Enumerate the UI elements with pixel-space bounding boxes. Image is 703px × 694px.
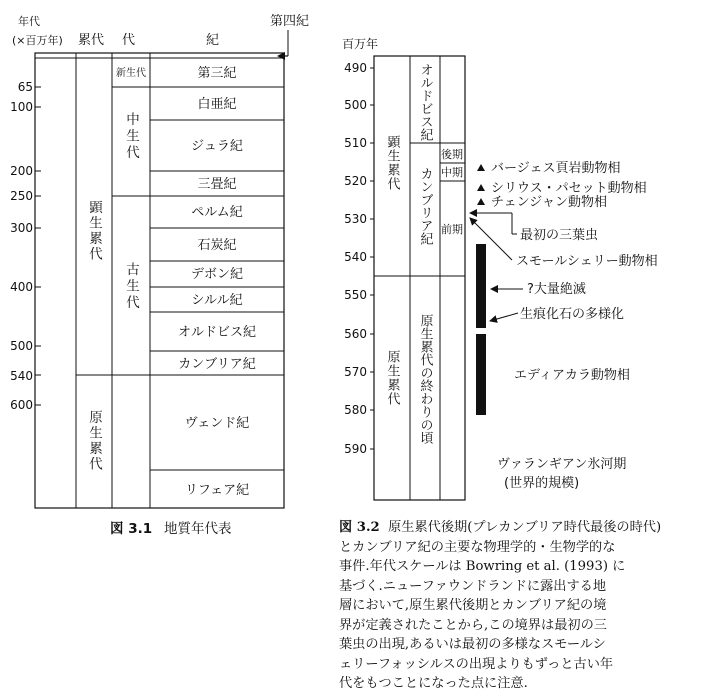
era-mesozoic: 中生代 xyxy=(123,112,139,162)
period-cambrian-2: カンブリア紀 xyxy=(417,167,433,245)
header-eon: 累代 xyxy=(78,33,105,48)
caption-line xyxy=(339,518,701,538)
tick-label: 540 xyxy=(10,369,33,383)
event-small-shelly: スモールシェリー動物相 xyxy=(516,254,658,269)
event-mass-extinction: ?大量絶滅 xyxy=(527,282,586,297)
header-period: 紀 xyxy=(206,33,220,48)
triangle-marker xyxy=(477,198,485,205)
caption-line: ェリーフォッシルスの出現よりもずっと古い年 xyxy=(339,656,614,672)
y-tick-label: 580 xyxy=(344,403,367,417)
header-era: 代 xyxy=(122,33,136,48)
event-ediacara: エディアカラ動物相 xyxy=(514,368,630,383)
caption-line: 代をもつことになった点に注意. xyxy=(339,676,528,691)
y-tick-label: 490 xyxy=(344,61,367,75)
y-tick-label: 560 xyxy=(344,327,367,341)
event-first-trilobite: 最初の三葉虫 xyxy=(520,228,599,243)
y-tick-label: 590 xyxy=(344,442,367,456)
period-cambrian: カンブリア紀 xyxy=(178,357,256,372)
tick-label: 65 xyxy=(17,80,33,94)
tick-label: 400 xyxy=(10,280,33,294)
y-tick-label: 520 xyxy=(344,174,367,188)
tick-label: 500 xyxy=(10,339,33,353)
arrow-trace-fossils xyxy=(490,313,518,321)
event-trace-fossils: 生痕化石の多様化 xyxy=(520,307,625,322)
glaciation-label: ヴァランギアン氷河期 xyxy=(497,457,627,472)
event-chengjiang: チェンジャン動物相 xyxy=(491,195,608,210)
tick-label: 300 xyxy=(10,221,33,235)
late-proterozoic-cambrian-diagram xyxy=(342,36,658,500)
period-vendian: ヴェンド紀 xyxy=(184,416,250,431)
period-devonian: デボン紀 xyxy=(190,267,244,282)
stage-late: 後期 xyxy=(441,148,463,161)
tick-label: 250 xyxy=(10,189,33,203)
caption-label: 図 3.1 xyxy=(110,521,153,537)
y-ticks xyxy=(370,68,374,449)
eon-phanerozoic-2: 顕生累代 xyxy=(384,135,400,191)
caption-line: 層において,原生累代後期とカンブリア紀の境 xyxy=(339,598,607,613)
glaciation-scope: (世界的規模) xyxy=(504,476,580,491)
caption-title: 地質年代表 xyxy=(164,521,232,537)
event-burgess: バージェス頁岩動物相 xyxy=(491,161,621,176)
caption-3-2-label: 図 3.2 xyxy=(339,520,380,535)
caption-line: 事件.年代スケールは Bowring et al. (1993) に xyxy=(339,559,626,574)
eon-proterozoic: 原生累代 xyxy=(86,410,102,472)
age-ticks xyxy=(35,87,41,405)
table-frame xyxy=(35,53,284,508)
header-year: 年代 xyxy=(18,15,40,28)
geologic-time-table xyxy=(10,14,309,537)
bar-small-shelly xyxy=(476,244,486,328)
period-ordovician: オルドビス紀 xyxy=(177,325,257,340)
caption-line: 界が定義されたことから,この境界は最初の三 xyxy=(339,617,607,633)
period-permian: ペルム紀 xyxy=(191,205,243,220)
y-tick-label: 510 xyxy=(344,136,367,150)
stage-early: 前期 xyxy=(441,223,463,236)
caption-line-text: 原生累代後期(プレカンブリア時代最後の時代) xyxy=(388,520,662,535)
era-paleozoic: 古生代 xyxy=(123,262,139,312)
event-sirius-passet: シリウス・パセット動物相 xyxy=(491,181,647,196)
eon-phanerozoic: 顕生累代 xyxy=(86,200,102,262)
y-tick-label: 570 xyxy=(344,365,367,379)
era-cenozoic: 新生代 xyxy=(116,68,146,79)
tick-label: 100 xyxy=(10,100,33,114)
period-cretaceous: 白亜紀 xyxy=(197,97,237,112)
caption-line: 基づく.ニューファウンドランドに露出する地 xyxy=(339,578,607,594)
y-tick-label: 530 xyxy=(344,212,367,226)
caption-line: 葉虫の出現,あるいは最初の多様なスモールシ xyxy=(339,637,606,652)
y-tick-label: 540 xyxy=(344,250,367,264)
header-year-unit: (×百万年) xyxy=(12,34,63,47)
triangle-marker xyxy=(477,164,485,171)
stage-middle: 中期 xyxy=(441,166,463,179)
period-riphean: リフェア紀 xyxy=(184,483,250,498)
caption-line: とカンブリア紀の主要な物理学的・生物学的な xyxy=(339,539,616,555)
triangle-marker xyxy=(477,184,485,191)
period-late-proterozoic: 原生累代の終わりの頃 xyxy=(417,314,433,444)
eon-proterozoic-2: 原生累代 xyxy=(384,350,400,406)
period-tertiary: 第三紀 xyxy=(197,66,237,81)
axis-title: 百万年 xyxy=(342,37,379,51)
period-jurassic: ジュラ紀 xyxy=(191,139,243,154)
tick-label: 200 xyxy=(10,164,33,178)
period-ordovician-2: オルドビス紀 xyxy=(417,63,433,141)
y-tick-label: 500 xyxy=(344,98,367,112)
caption-3-2 xyxy=(339,518,701,694)
y-tick-label: 550 xyxy=(344,288,367,302)
tick-label: 600 xyxy=(10,398,33,412)
quaternary-label: 第四紀 xyxy=(270,14,310,29)
bar-ediacara xyxy=(476,334,486,415)
period-triassic: 三畳紀 xyxy=(197,177,237,192)
period-silurian: シルル紀 xyxy=(191,293,243,308)
period-carboniferous: 石炭紀 xyxy=(197,238,237,253)
